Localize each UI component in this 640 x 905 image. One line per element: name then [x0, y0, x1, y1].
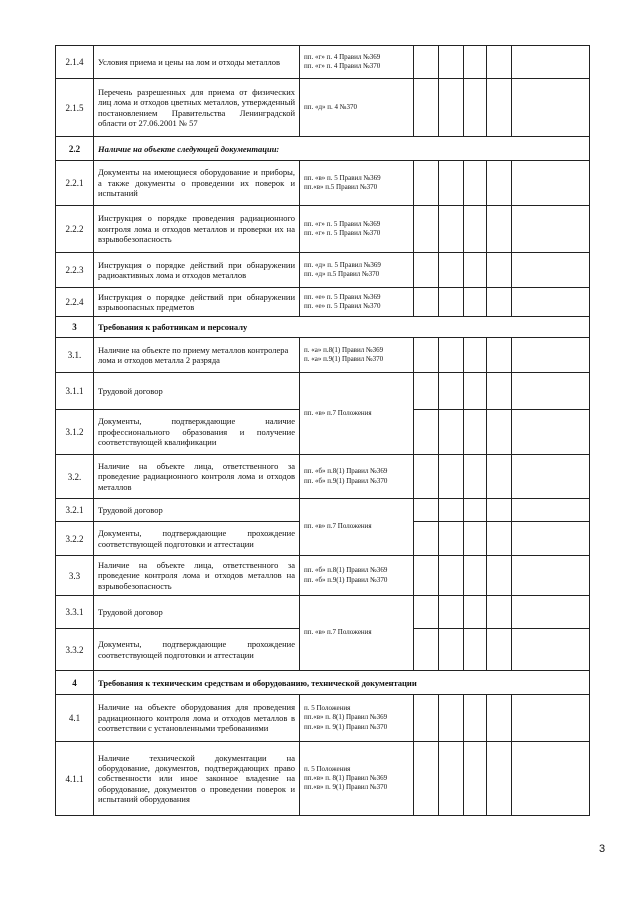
- row-number: 2.1.5: [56, 79, 94, 137]
- row-number: 3.1.: [56, 338, 94, 373]
- table-row: [56, 79, 590, 137]
- requirement-text: Наличие на объекте оборудования для проведения радиационного контроля лома и отходов металлов в соответствии с установленными требованиями: [94, 695, 300, 742]
- notes-cell: [512, 499, 590, 522]
- requirement-text: Трудовой договор: [94, 499, 300, 522]
- check-cell: [439, 288, 464, 317]
- check-cell: [414, 499, 439, 522]
- check-cell: [487, 79, 512, 137]
- notes-cell: [512, 79, 590, 137]
- table-row: [56, 288, 590, 317]
- notes-cell: [512, 455, 590, 499]
- table-row: [56, 253, 590, 288]
- section-title: Наличие на объекте следующей документации:: [94, 137, 590, 161]
- notes-cell: [512, 338, 590, 373]
- check-cell: [464, 46, 487, 79]
- legal-reference: пп. «в» п.7 Положения: [300, 499, 414, 556]
- row-number: 2.2.1: [56, 161, 94, 206]
- notes-cell: [512, 522, 590, 556]
- section-title: Требования к работникам и персоналу: [94, 317, 590, 338]
- check-cell: [439, 499, 464, 522]
- legal-reference: пп. «б» п.8(1) Правил №369 пп. «б» п.9(1) Правил №370: [300, 556, 414, 596]
- check-cell: [487, 373, 512, 410]
- check-cell: [487, 206, 512, 253]
- row-number: 2.1.4: [56, 46, 94, 79]
- requirement-text: Наличие технической документации на оборудование, документов, подтверждающих право собственности или иное законное владение на оборудование, документов о проведении поверок и испытаний оборудования: [94, 742, 300, 816]
- row-number: 4.1: [56, 695, 94, 742]
- check-cell: [464, 499, 487, 522]
- check-cell: [487, 695, 512, 742]
- check-cell: [439, 206, 464, 253]
- row-number: 3.3: [56, 556, 94, 596]
- table-row: [56, 695, 590, 742]
- requirement-text: Трудовой договор: [94, 596, 300, 629]
- check-cell: [487, 455, 512, 499]
- requirement-text: Наличие на объекте лица, ответственного за проведение контроля лома и отходов металлов на взрывобезопасность: [94, 556, 300, 596]
- notes-cell: [512, 742, 590, 816]
- check-cell: [439, 455, 464, 499]
- row-number: 3.2.2: [56, 522, 94, 556]
- check-cell: [487, 46, 512, 79]
- check-cell: [439, 522, 464, 556]
- check-cell: [487, 742, 512, 816]
- check-cell: [464, 742, 487, 816]
- check-cell: [414, 338, 439, 373]
- row-number: 2.2.4: [56, 288, 94, 317]
- row-number: 2.2.2: [56, 206, 94, 253]
- table-row: [56, 373, 590, 410]
- row-number: 3.2.: [56, 455, 94, 499]
- check-cell: [487, 253, 512, 288]
- legal-reference: пп. «г» п. 4 Правил №369 пп. «г» п. 4 Правил №370: [300, 46, 414, 79]
- table-row: [56, 206, 590, 253]
- section-row: [56, 317, 590, 338]
- row-number: 3.3.2: [56, 629, 94, 671]
- legal-reference: пп. «д» п. 5 Правил №369 пп. «д» п.5 Правил №370: [300, 253, 414, 288]
- notes-cell: [512, 629, 590, 671]
- notes-cell: [512, 46, 590, 79]
- check-cell: [487, 522, 512, 556]
- requirement-text: Инструкция о порядке действий при обнаружении радиоактивных лома и отходов металлов: [94, 253, 300, 288]
- row-number: 3.1.1: [56, 373, 94, 410]
- requirement-text: Трудовой договор: [94, 373, 300, 410]
- check-cell: [439, 695, 464, 742]
- check-cell: [464, 253, 487, 288]
- check-cell: [414, 79, 439, 137]
- legal-reference: пп. «е» п. 5 Правил №369 пп. «е» п. 5 Правил №370: [300, 288, 414, 317]
- table-row: [56, 161, 590, 206]
- requirement-text: Наличие на объекте лица, ответственного за проведение радиационного контроля лома и отходов металлов: [94, 455, 300, 499]
- check-cell: [414, 410, 439, 455]
- notes-cell: [512, 373, 590, 410]
- requirement-text: Наличие на объекте по приему металлов контролера лома и отходов металла 2 разряда: [94, 338, 300, 373]
- check-cell: [414, 253, 439, 288]
- check-cell: [487, 499, 512, 522]
- row-number: 3.1.2: [56, 410, 94, 455]
- legal-reference: пп. «в» п.7 Положения: [300, 373, 414, 455]
- table-row: [56, 499, 590, 522]
- check-cell: [464, 522, 487, 556]
- section-row: [56, 137, 590, 161]
- check-cell: [414, 695, 439, 742]
- requirement-text: Условия приема и цены на лом и отходы металлов: [94, 46, 300, 79]
- notes-cell: [512, 288, 590, 317]
- check-cell: [414, 373, 439, 410]
- check-cell: [414, 288, 439, 317]
- check-cell: [414, 629, 439, 671]
- legal-reference: пп. «д» п. 4 №370: [300, 79, 414, 137]
- check-cell: [487, 410, 512, 455]
- check-cell: [414, 556, 439, 596]
- table-row: [56, 455, 590, 499]
- check-cell: [414, 161, 439, 206]
- check-cell: [414, 522, 439, 556]
- check-cell: [464, 373, 487, 410]
- checklist-table: [55, 45, 590, 816]
- check-cell: [464, 79, 487, 137]
- legal-reference: пп. «б» п.8(1) Правил №369 пп. «б» п.9(1) Правил №370: [300, 455, 414, 499]
- notes-cell: [512, 206, 590, 253]
- notes-cell: [512, 596, 590, 629]
- check-cell: [439, 79, 464, 137]
- legal-reference: п. 5 Положения пп.«в» п. 8(1) Правил №369 пп.«в» п. 9(1) Правил №370: [300, 695, 414, 742]
- check-cell: [464, 161, 487, 206]
- requirement-text: Перечень разрешенных для приема от физических лиц лома и отходов цветных металлов, утвержденный постановлением Правительства Ленинградской области от 27.06.2001 № 57: [94, 79, 300, 137]
- row-number: 2.2.3: [56, 253, 94, 288]
- check-cell: [414, 206, 439, 253]
- check-cell: [439, 46, 464, 79]
- check-cell: [464, 596, 487, 629]
- check-cell: [487, 288, 512, 317]
- check-cell: [464, 629, 487, 671]
- check-cell: [464, 288, 487, 317]
- check-cell: [414, 455, 439, 499]
- notes-cell: [512, 253, 590, 288]
- check-cell: [487, 338, 512, 373]
- section-row: [56, 671, 590, 695]
- legal-reference: пп. «в» п. 5 Правил №369 пп.«в» п.5 Правил №370: [300, 161, 414, 206]
- legal-reference: п. «а» п.8(1) Правил №369 п. «а» п.9(1) Правил №370: [300, 338, 414, 373]
- requirement-text: Документы, подтверждающие наличие профессионального образования и получение соответствующей квалификации: [94, 410, 300, 455]
- row-number: 3.2.1: [56, 499, 94, 522]
- check-cell: [439, 596, 464, 629]
- check-cell: [439, 161, 464, 206]
- section-number: 4: [56, 671, 94, 695]
- check-cell: [487, 596, 512, 629]
- check-cell: [414, 596, 439, 629]
- section-number: 3: [56, 317, 94, 338]
- notes-cell: [512, 695, 590, 742]
- notes-cell: [512, 161, 590, 206]
- check-cell: [487, 629, 512, 671]
- table-row: [56, 596, 590, 629]
- requirement-text: Документы, подтверждающие прохождение соответствующей подготовки и аттестации: [94, 629, 300, 671]
- requirement-text: Документы, подтверждающие прохождение соответствующей подготовки и аттестации: [94, 522, 300, 556]
- check-cell: [439, 629, 464, 671]
- section-title: Требования к техническим средствам и оборудованию, технической документации: [94, 671, 590, 695]
- section-number: 2.2: [56, 137, 94, 161]
- notes-cell: [512, 556, 590, 596]
- requirement-text: Документы на имеющиеся оборудование и приборы, а также документы о проведении их поверок и испытаний: [94, 161, 300, 206]
- check-cell: [439, 410, 464, 455]
- table-row: [56, 742, 590, 816]
- check-cell: [464, 695, 487, 742]
- page-number: 3: [599, 843, 606, 855]
- legal-reference: пп. «г» п. 5 Правил №369 пп. «г» п. 5 Правил №370: [300, 206, 414, 253]
- check-cell: [487, 161, 512, 206]
- check-cell: [439, 373, 464, 410]
- check-cell: [464, 410, 487, 455]
- check-cell: [464, 206, 487, 253]
- check-cell: [487, 556, 512, 596]
- check-cell: [464, 338, 487, 373]
- check-cell: [439, 253, 464, 288]
- check-cell: [439, 338, 464, 373]
- check-cell: [414, 46, 439, 79]
- legal-reference: пп. «в» п.7 Положения: [300, 596, 414, 671]
- requirement-text: Инструкция о порядке действий при обнаружении взрывоопасных предметов: [94, 288, 300, 317]
- notes-cell: [512, 410, 590, 455]
- check-cell: [464, 556, 487, 596]
- check-cell: [439, 556, 464, 596]
- check-cell: [414, 742, 439, 816]
- requirement-text: Инструкция о порядке проведения радиационного контроля лома и отходов металлов и проверки их на взрывобезопасность: [94, 206, 300, 253]
- legal-reference: п. 5 Положения пп.«в» п. 8(1) Правил №369 пп.«в» п. 9(1) Правил №370: [300, 742, 414, 816]
- check-cell: [439, 742, 464, 816]
- table-row: [56, 338, 590, 373]
- row-number: 4.1.1: [56, 742, 94, 816]
- table-row: [56, 46, 590, 79]
- table-row: [56, 556, 590, 596]
- row-number: 3.3.1: [56, 596, 94, 629]
- check-cell: [464, 455, 487, 499]
